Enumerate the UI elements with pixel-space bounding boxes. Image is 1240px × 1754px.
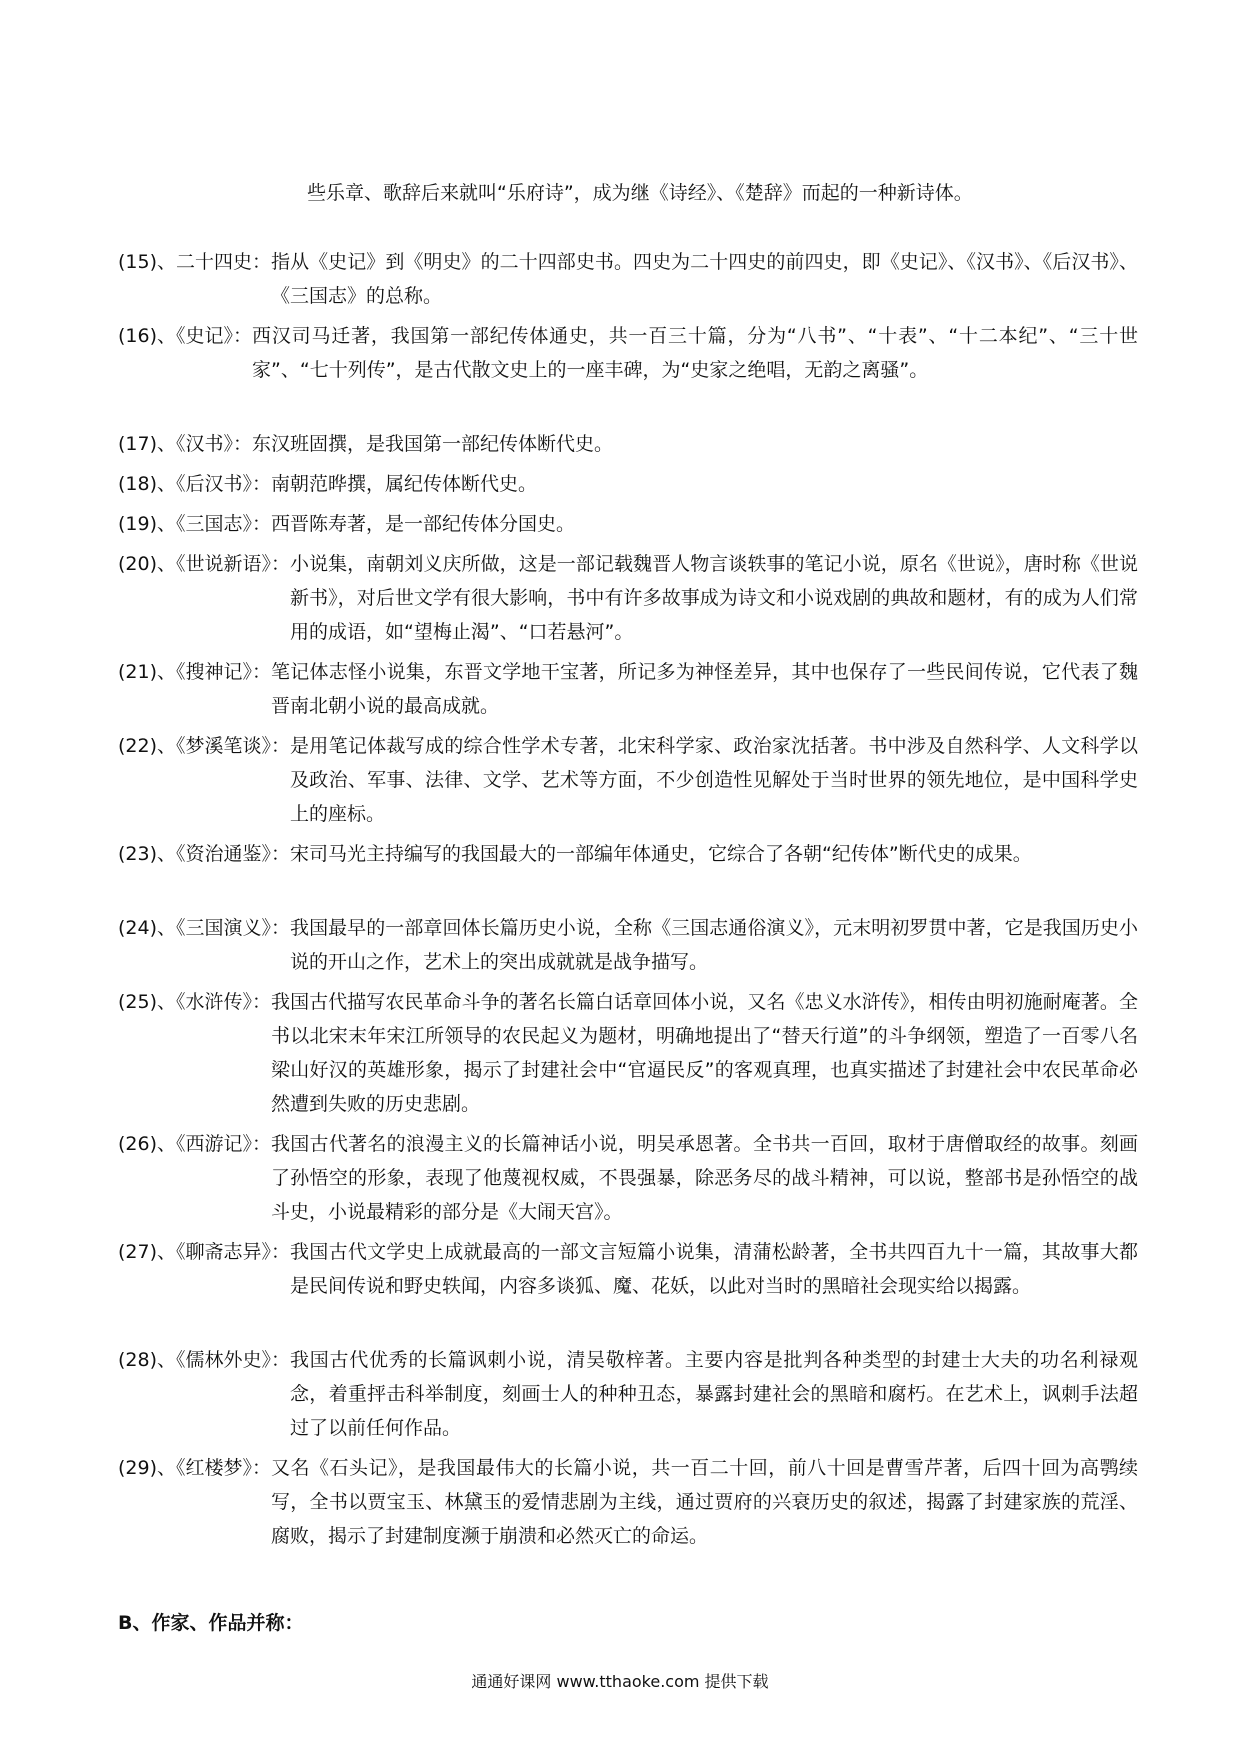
entry-head: (20)、《世说新语》： (118, 553, 291, 575)
entry-21 (118, 655, 1138, 723)
entry-18 (118, 467, 1138, 501)
entry-body: 我国古代优秀的长篇讽刺小说，清吴敬梓著。主要内容是批判各种类型的封建士大夫的功名利禄观念，着重抨击科举制度，刻画士人的种种丑态，暴露封建社会的黑暗和腐朽。在艺术上，讽刺手法超过了以前任何作品。 (290, 1349, 1138, 1439)
entry-body: 我国最早的一部章回体长篇历史小说，全称《三国志通俗演义》，元末明初罗贯中著，它是我国历史小说的开山之作，艺术上的突出成就就是战争描写。 (290, 917, 1138, 973)
entry-head: (18)、《后汉书》： (118, 473, 272, 495)
entry-16 (118, 319, 1138, 387)
entry-head: (23)、《资治通鉴》： (118, 843, 291, 865)
entry-body: 小说集，南朝刘义庆所做，这是一部记载魏晋人物言谈轶事的笔记小说，原名《世说》，唐时称《世说新书》，对后世文学有很大影响，书中有许多故事成为诗文和小说戏剧的典故和题材，有的成为人们常用的成语，如“望梅止渴”、“口若悬河”。 (290, 553, 1138, 643)
entry-body: 笔记体志怪小说集，东晋文学地干宝著，所记多为神怪差异，其中也保存了一些民间传说，它代表了魏晋南北朝小说的最高成就。 (271, 661, 1138, 717)
entry-head: (16)、《史记》： (118, 325, 253, 347)
entry-body: 我国古代描写农民革命斗争的著名长篇白话章回体小说，又名《忠义水浒传》，相传由明初施耐庵著。全书以北宋末年宋江所领导的农民起义为题材，明确地提出了“替天行道”的斗争纲领，塑造了一百零八名梁山好汉的英雄形象，揭示了封建社会中“官逼民反”的客观真理，也真实描述了封建社会中农民革命必然遭到失败的历史悲剧。 (271, 991, 1138, 1115)
entry-head: (25)、《水浒传》： (118, 991, 272, 1013)
entry-head: (27)、《聊斋志异》： (118, 1241, 291, 1263)
entry-body: 又名《石头记》，是我国最伟大的长篇小说，共一百二十回，前八十回是曹雪芹著，后四十回为高鹗续写，全书以贾宝玉、林黛玉的爱情悲剧为主线，通过贾府的兴衰历史的叙述，揭露了封建家族的荒淫、腐败，揭示了封建制度濒于崩溃和必然灭亡的命运。 (271, 1457, 1138, 1547)
entry-head: (17)、《汉书》： (118, 433, 253, 455)
entry-29 (118, 1451, 1138, 1553)
entry-head: (29)、《红楼梦》： (118, 1457, 272, 1479)
entry-body: 指从《史记》到《明史》的二十四部史书。四史为二十四史的前四史，即《史记》、《汉书》、《后汉书》、《三国志》的总称。 (271, 251, 1138, 307)
entry-body: 东汉班固撰，是我国第一部纪传体断代史。 (252, 433, 614, 455)
entry-28 (118, 1343, 1138, 1445)
entry-22 (118, 729, 1138, 831)
entry-body: 西晋陈寿著，是一部纪传体分国史。 (271, 513, 576, 535)
entry-head: (22)、《梦溪笔谈》： (118, 735, 291, 757)
entry-head: (24)、《三国演义》： (118, 917, 291, 939)
entry-15 (118, 245, 1138, 313)
entry-body: 我国古代著名的浪漫主义的长篇神话小说，明吴承恩著。全书共一百回，取材于唐僧取经的故事。刻画了孙悟空的形象，表现了他蔑视权威，不畏强暴，除恶务尽的战斗精神，可以说，整部书是孙悟空的战斗史，小说最精彩的部分是《大闹天宫》。 (271, 1133, 1138, 1223)
entry-body: 西汉司马迁著，我国第一部纪传体通史，共一百三十篇，分为“八书”、“十表”、“十二本纪”、“三十世家”、“七十列传”，是古代散文史上的一座丰碑，为“史家之绝唱，无韵之离骚”。 (252, 325, 1138, 381)
entry-body: 宋司马光主持编写的我国最大的一部编年体通史，它综合了各朝“纪传体”断代史的成果。 (290, 843, 1032, 865)
entry-23 (118, 837, 1138, 871)
entry-head: (21)、《搜神记》： (118, 661, 272, 683)
section-heading: B、作家、作品并称： (118, 1612, 304, 1634)
continuation-paragraph: 些乐章、歌辞后来就叫“乐府诗”，成为继《诗经》、《楚辞》而起的一种新诗体。 (307, 182, 973, 204)
entry-25 (118, 985, 1138, 1121)
entry-19 (118, 507, 1138, 541)
entry-head: (19)、《三国志》： (118, 513, 272, 535)
page-footer: 通通好课网 www.tthaoke.com 提供下载 (471, 1672, 769, 1691)
entry-head: (28)、《儒林外史》： (118, 1349, 291, 1371)
entry-26 (118, 1127, 1138, 1229)
entry-body: 南朝范晔撰，属纪传体断代史。 (271, 473, 538, 495)
entry-body: 是用笔记体裁写成的综合性学术专著，北宋科学家、政治家沈括著。书中涉及自然科学、人文科学以及政治、军事、法律、文学、艺术等方面，不少创造性见解处于当时世界的领先地位，是中国科学史上的座标。 (290, 735, 1138, 825)
entry-body: 我国古代文学史上成就最高的一部文言短篇小说集，清蒲松龄著，全书共四百九十一篇，其故事大都是民间传说和野史轶闻，内容多谈狐、魔、花妖，以此对当时的黑暗社会现实给以揭露。 (290, 1241, 1138, 1297)
entry-24 (118, 911, 1138, 979)
entry-27 (118, 1235, 1138, 1303)
entry-head: (26)、《西游记》： (118, 1133, 272, 1155)
entry-head: (15)、二十四史： (118, 251, 272, 273)
entry-20 (118, 547, 1138, 649)
entry-17 (118, 427, 1138, 461)
